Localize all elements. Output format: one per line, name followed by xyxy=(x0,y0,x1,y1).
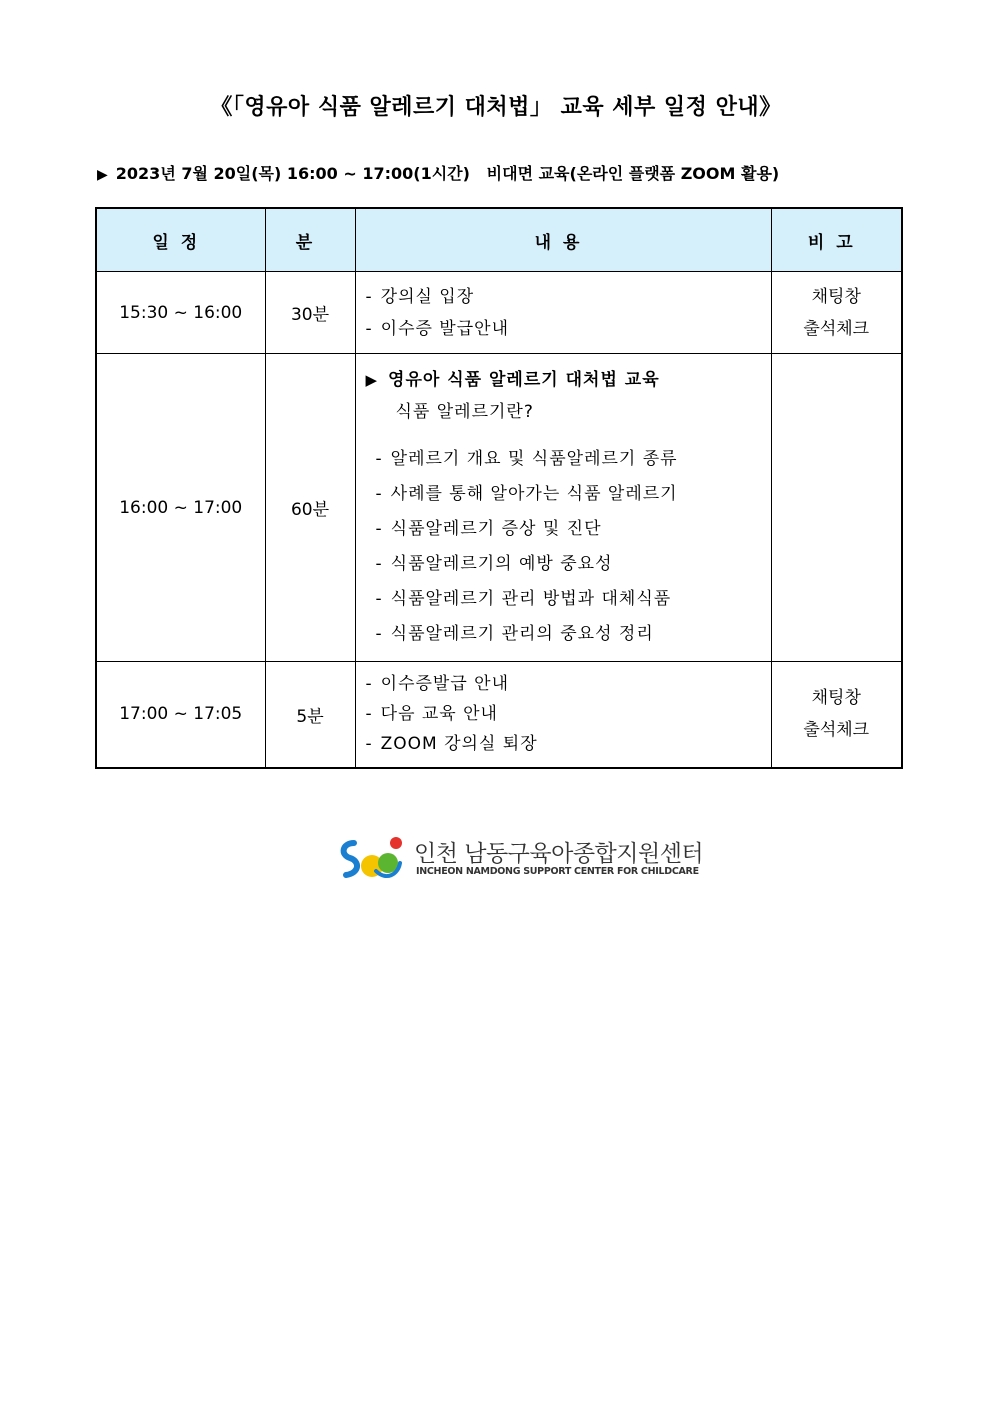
row-note xyxy=(771,354,902,662)
arrow-icon: ▶ xyxy=(97,167,108,183)
row-time: 16:00 ~ 17:00 xyxy=(96,354,265,662)
center-name-english: INCHEON NAMDONG SUPPORT CENTER FOR CHILDCARE xyxy=(416,866,699,877)
row-minutes: 30분 xyxy=(265,272,355,354)
row-minutes: 5분 xyxy=(265,662,355,768)
page-title: 《「영유아 식품 알레르기 대처법」 교육 세부 일정 안내》 xyxy=(210,95,782,120)
table-row xyxy=(96,354,902,662)
table-header-row xyxy=(96,208,902,272)
table-row xyxy=(96,662,902,768)
header-content: 내용 xyxy=(355,208,771,272)
content-item: - 강의실 입장 xyxy=(365,286,475,307)
row-content xyxy=(355,354,771,662)
row-note: 채팅창 출석체크 xyxy=(771,662,902,768)
row-content xyxy=(355,662,771,768)
content-item: - 이수증발급 안내 xyxy=(365,674,509,695)
content-item: - 식품알레르기 증상 및 진단 xyxy=(375,518,602,539)
row-time: 15:30 ~ 16:00 xyxy=(96,272,265,354)
table-row xyxy=(96,272,902,354)
row-time: 17:00 ~ 17:05 xyxy=(96,662,265,768)
header-minutes: 분 xyxy=(265,208,355,272)
content-item: - ZOOM 강의실 퇴장 xyxy=(365,734,538,755)
content-item: - 다음 교육 안내 xyxy=(365,704,498,725)
center-logo xyxy=(336,833,704,883)
row-minutes: 60분 xyxy=(265,354,355,662)
content-item: - 알레르기 개요 및 식품알레르기 종류 xyxy=(375,448,678,469)
content-item: - 식품알레르기 관리의 중요성 정리 xyxy=(375,623,654,644)
schedule-summary-text: 2023년 7월 20일(목) 16:00 ~ 17:00(1시간) 비대면 교육(온라인 플랫폼 ZOOM 활용) xyxy=(115,164,780,183)
header-note: 비고 xyxy=(771,208,902,272)
center-name: 인천 남동구육아종합지원센터 xyxy=(414,841,704,867)
schedule-table xyxy=(95,207,903,769)
schedule-summary xyxy=(97,161,779,184)
content-item: - 식품알레르기 관리 방법과 대체식품 xyxy=(375,588,672,609)
content-heading: ▶ 영유아 식품 알레르기 대처법 교육 xyxy=(365,369,660,390)
arrow-icon: ▶ xyxy=(365,370,379,389)
header-schedule: 일정 xyxy=(96,208,265,272)
content-subheading: 식품 알레르기란? xyxy=(395,401,534,422)
row-content xyxy=(355,272,771,354)
content-item: - 사례를 통해 알아가는 식품 알레르기 xyxy=(375,483,678,504)
content-item: - 이수증 발급안내 xyxy=(365,318,509,339)
content-item: - 식품알레르기의 예방 중요성 xyxy=(375,553,613,574)
row-note: 채팅창 출석체크 xyxy=(771,272,902,354)
center-logo-icon xyxy=(336,833,408,883)
